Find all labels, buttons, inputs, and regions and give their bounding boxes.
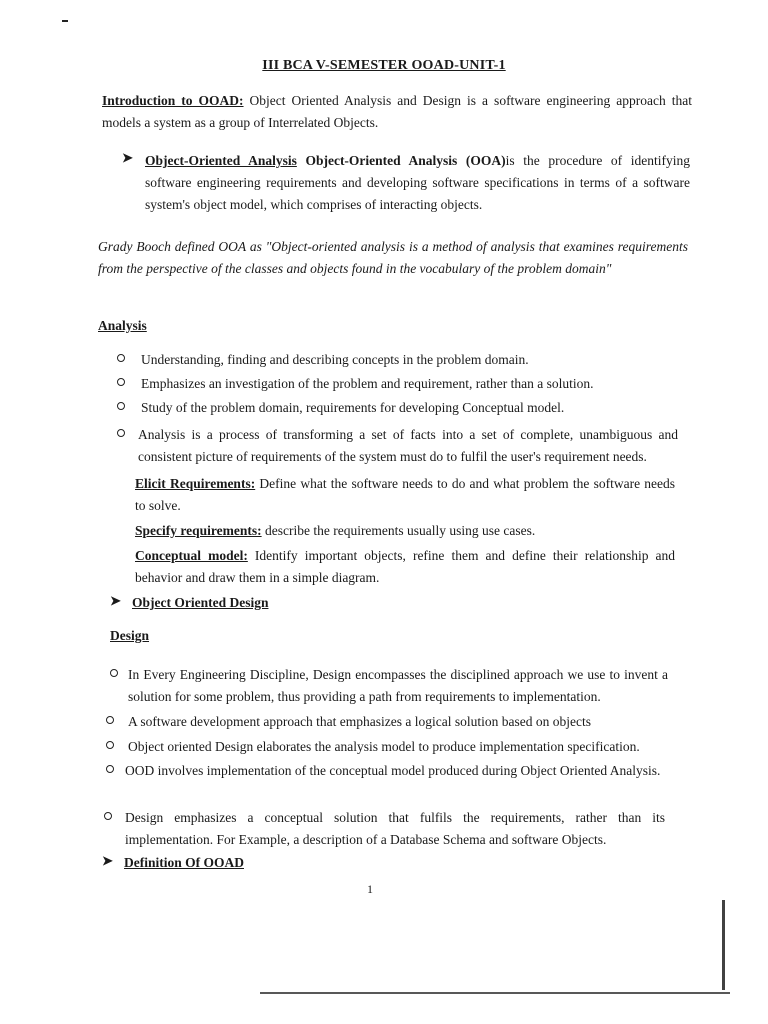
analysis-item: Study of the problem domain, requirements for developing Conceptual model. <box>141 400 565 415</box>
intro-label: Introduction to OOAD: <box>102 93 244 108</box>
elicit-text: Define what the software needs to do and what problem the software needs to solve. <box>135 476 676 513</box>
page-number: 1 <box>367 882 373 896</box>
conceptual-label: Conceptual model: <box>135 548 248 563</box>
design-item: Design emphasizes a conceptual solution that fulfils the requirements, rather than its implementation. For Example, a description of a Database Schema and software Objects. <box>125 810 665 847</box>
specify-text: describe the requirements usually using use cases. <box>264 523 536 538</box>
circle-bullet-icon <box>110 669 118 677</box>
ood-heading: Object Oriented Design <box>132 595 269 610</box>
circle-bullet-icon <box>117 378 125 386</box>
arrow-bullet-icon: ➤ <box>110 593 121 608</box>
specify-paragraph <box>135 520 675 542</box>
design-item: A software development approach that emphasizes a logical solution based on objects <box>128 714 591 729</box>
arrow-bullet-icon: ➤ <box>102 853 113 868</box>
circle-bullet-icon <box>106 765 114 773</box>
circle-bullet-icon <box>106 741 114 749</box>
page-title: III BCA V-SEMESTER OOAD-UNIT-1 <box>262 58 506 73</box>
ooa-paragraph <box>145 150 690 216</box>
ooa-label: Object-Oriented Analysis <box>145 153 297 168</box>
circle-bullet-icon <box>117 354 125 362</box>
conceptual-text: Identify important objects, refine them and define their relationship and behavior and draw them in a simple diagram. <box>135 548 676 585</box>
ooa-text: is the procedure of identifying software engineering requirements and developing software specifications in terms of a software system's object model, which comprises of interacting objects. <box>145 153 690 212</box>
design-item: In Every Engineering Discipline, Design encompasses the disciplined approach we use to invent a solution for some problem, thus providing a path from requirements to implementation. <box>128 667 668 704</box>
arrow-bullet-icon: ➤ <box>122 150 133 165</box>
circle-bullet-icon <box>117 429 125 437</box>
intro-paragraph <box>102 90 692 134</box>
specify-label: Specify requirements: <box>135 523 262 538</box>
circle-bullet-icon <box>106 716 114 724</box>
analysis-item: Analysis is a process of transforming a set of facts into a set of complete, unambiguous and consistent picture of requirements of the system must do to fulfil the user's requirement needs. <box>138 427 678 464</box>
booch-quote: Grady Booch defined OOA as "Object-oriented analysis is a method of analysis that examines requirements from the perspective of the classes and objects found in the vocabulary of the problem domain" <box>98 239 688 276</box>
analysis-item: Emphasizes an investigation of the problem and requirement, rather than a solution. <box>141 376 594 391</box>
scan-edge-right <box>722 900 725 990</box>
elicit-paragraph <box>135 473 675 517</box>
scan-mark <box>62 20 68 22</box>
conceptual-paragraph <box>135 545 675 589</box>
design-heading: Design <box>110 628 150 643</box>
design-item: OOD involves implementation of the conceptual model produced during Object Oriented Analysis. <box>125 763 661 778</box>
analysis-heading: Analysis <box>98 318 147 333</box>
circle-bullet-icon <box>117 402 125 410</box>
definition-heading: Definition Of OOAD <box>124 855 244 870</box>
scan-edge-bottom <box>260 992 730 994</box>
elicit-label: Elicit Requirements: <box>135 476 256 491</box>
intro-text: Object Oriented Analysis and Design is a software engineering approach that models a system as a group of Interrelated Objects. <box>102 93 693 130</box>
design-item: Object oriented Design elaborates the analysis model to produce implementation specification. <box>128 739 640 754</box>
circle-bullet-icon <box>104 812 112 820</box>
ooa-bold-lead: Object-Oriented Analysis (OOA) <box>305 153 506 168</box>
analysis-item: Understanding, finding and describing concepts in the problem domain. <box>141 352 529 367</box>
